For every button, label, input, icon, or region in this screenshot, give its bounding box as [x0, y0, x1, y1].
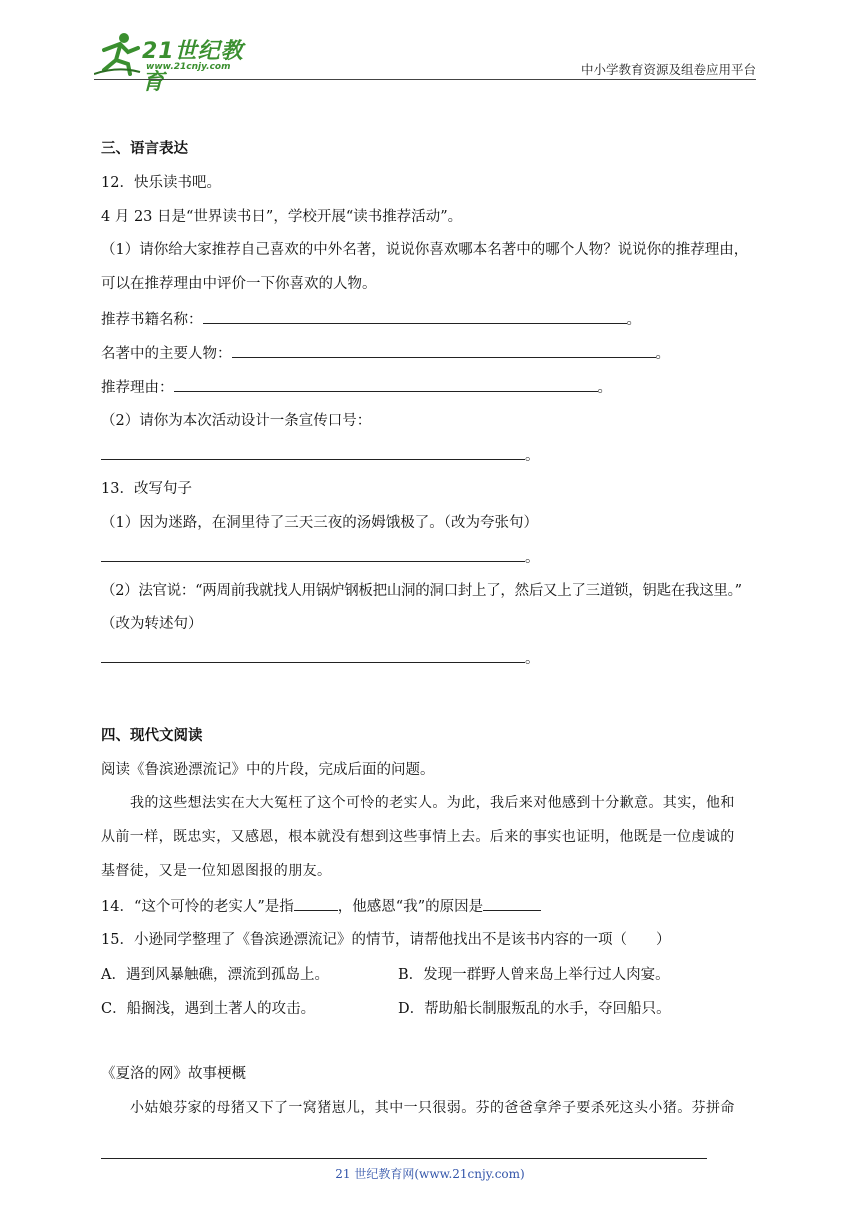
q12-part1-line2: 可以在推荐理由中评价一下你喜欢的人物。	[101, 276, 377, 292]
logo-url: www.21cnjy.com	[146, 62, 231, 72]
character-row	[101, 343, 670, 364]
q14-blank-2[interactable]	[483, 896, 541, 911]
q13-part2-blank[interactable]	[101, 648, 525, 663]
section3-title: 三、语言表达	[101, 141, 188, 157]
q13-part1: （1）因为迷路，在洞里待了三天三夜的汤姆饿极了。（改为夸张句）	[101, 515, 538, 531]
q14-part2: ，他感恩“我”的原因是	[337, 899, 484, 915]
character-label: 名著中的主要人物：	[101, 346, 232, 362]
platform-name: 中小学教育资源及组卷应用平台	[580, 62, 756, 77]
slogan-row	[101, 445, 540, 466]
option-c[interactable]: C．船搁浅，遇到土著人的攻击。	[101, 1001, 316, 1017]
period: 。	[655, 346, 670, 362]
q14-blank-1[interactable]	[294, 896, 338, 911]
q12-title: 12．快乐读书吧。	[101, 175, 221, 191]
character-blank[interactable]	[232, 343, 656, 358]
q14-part1: 14．“这个可怜的老实人”是指	[101, 899, 294, 915]
option-a[interactable]: A．遇到风暴触礁，漂流到孤岛上。	[101, 967, 329, 983]
footer-divider	[101, 1158, 707, 1159]
q13-part2-line2: （改为转述句）	[101, 616, 203, 632]
q12-part2: （2）请你为本次活动设计一条宣传口号：	[101, 413, 372, 429]
q13-part1-blank[interactable]	[101, 547, 525, 562]
reason-blank[interactable]	[174, 377, 598, 392]
q12-intro: 4 月 23 日是“世界读书日”，学校开展“读书推荐活动”。	[101, 209, 463, 225]
q13-part1-answer-row	[101, 547, 540, 568]
q13-title: 13．改写句子	[101, 481, 192, 497]
q12-part1-line1: （1）请你给大家推荐自己喜欢的中外名著，说说你喜欢哪本名著中的哪个人物？说说你的推荐理由，	[101, 242, 749, 258]
passage-line-2: 从前一样，既忠实，又感恩，根本就没有想到这些事情上去。后来的事实也证明，他既是一位虔诚的	[101, 829, 735, 845]
section4-title: 四、现代文阅读	[101, 728, 203, 744]
reason-row	[101, 377, 612, 398]
period: 。	[597, 380, 612, 396]
period: 。	[525, 550, 540, 566]
site-logo	[94, 30, 264, 95]
q15: 15．小逊同学整理了《鲁滨逊漂流记》的情节，请帮他找出不是该书内容的一项（ ）	[101, 932, 671, 948]
q14-row	[101, 896, 541, 917]
book-name-label: 推荐书籍名称：	[101, 312, 203, 328]
book-name-blank[interactable]	[203, 309, 627, 324]
reason-label: 推荐理由：	[101, 380, 174, 396]
passage-line-3: 基督徒，又是一位知恩图报的朋友。	[101, 863, 332, 879]
passage-line-1: 我的这些想法实在大大冤枉了这个可怜的老实人。为此，我后来对他感到十分歉意。其实，他和	[130, 795, 735, 811]
footer-text: 21 世纪教育网(www.21cnjy.com)	[335, 1167, 525, 1181]
option-b[interactable]: B．发现一群野人曾来岛上举行过人肉宴。	[398, 967, 670, 983]
option-d[interactable]: D．帮助船长制服叛乱的水手，夺回船只。	[398, 1001, 671, 1017]
period: 。	[626, 312, 641, 328]
book-name-row	[101, 309, 641, 330]
reading-intro: 阅读《鲁滨逊漂流记》中的片段，完成后面的问题。	[101, 762, 435, 778]
q13-part2-answer-row	[101, 648, 540, 669]
slogan-blank[interactable]	[101, 445, 525, 460]
period: 。	[525, 448, 540, 464]
header-divider	[94, 79, 756, 80]
period: 。	[525, 651, 540, 667]
q13-part2-line1: （2）法官说：“两周前我就找人用锅炉钢板把山洞的洞口封上了，然后又上了三道锁，钥匙在我这里。”	[101, 583, 742, 599]
page-header	[94, 30, 756, 95]
story-title: 《夏洛的网》故事梗概	[101, 1066, 246, 1082]
logo-text: 21世纪教育	[142, 39, 244, 95]
runner-logo-icon	[94, 30, 142, 76]
story-line-1: 小姑娘芬家的母猪又下了一窝猪崽儿，其中一只很弱。芬的爸爸拿斧子要杀死这头小猪。芬拼命	[130, 1100, 735, 1116]
